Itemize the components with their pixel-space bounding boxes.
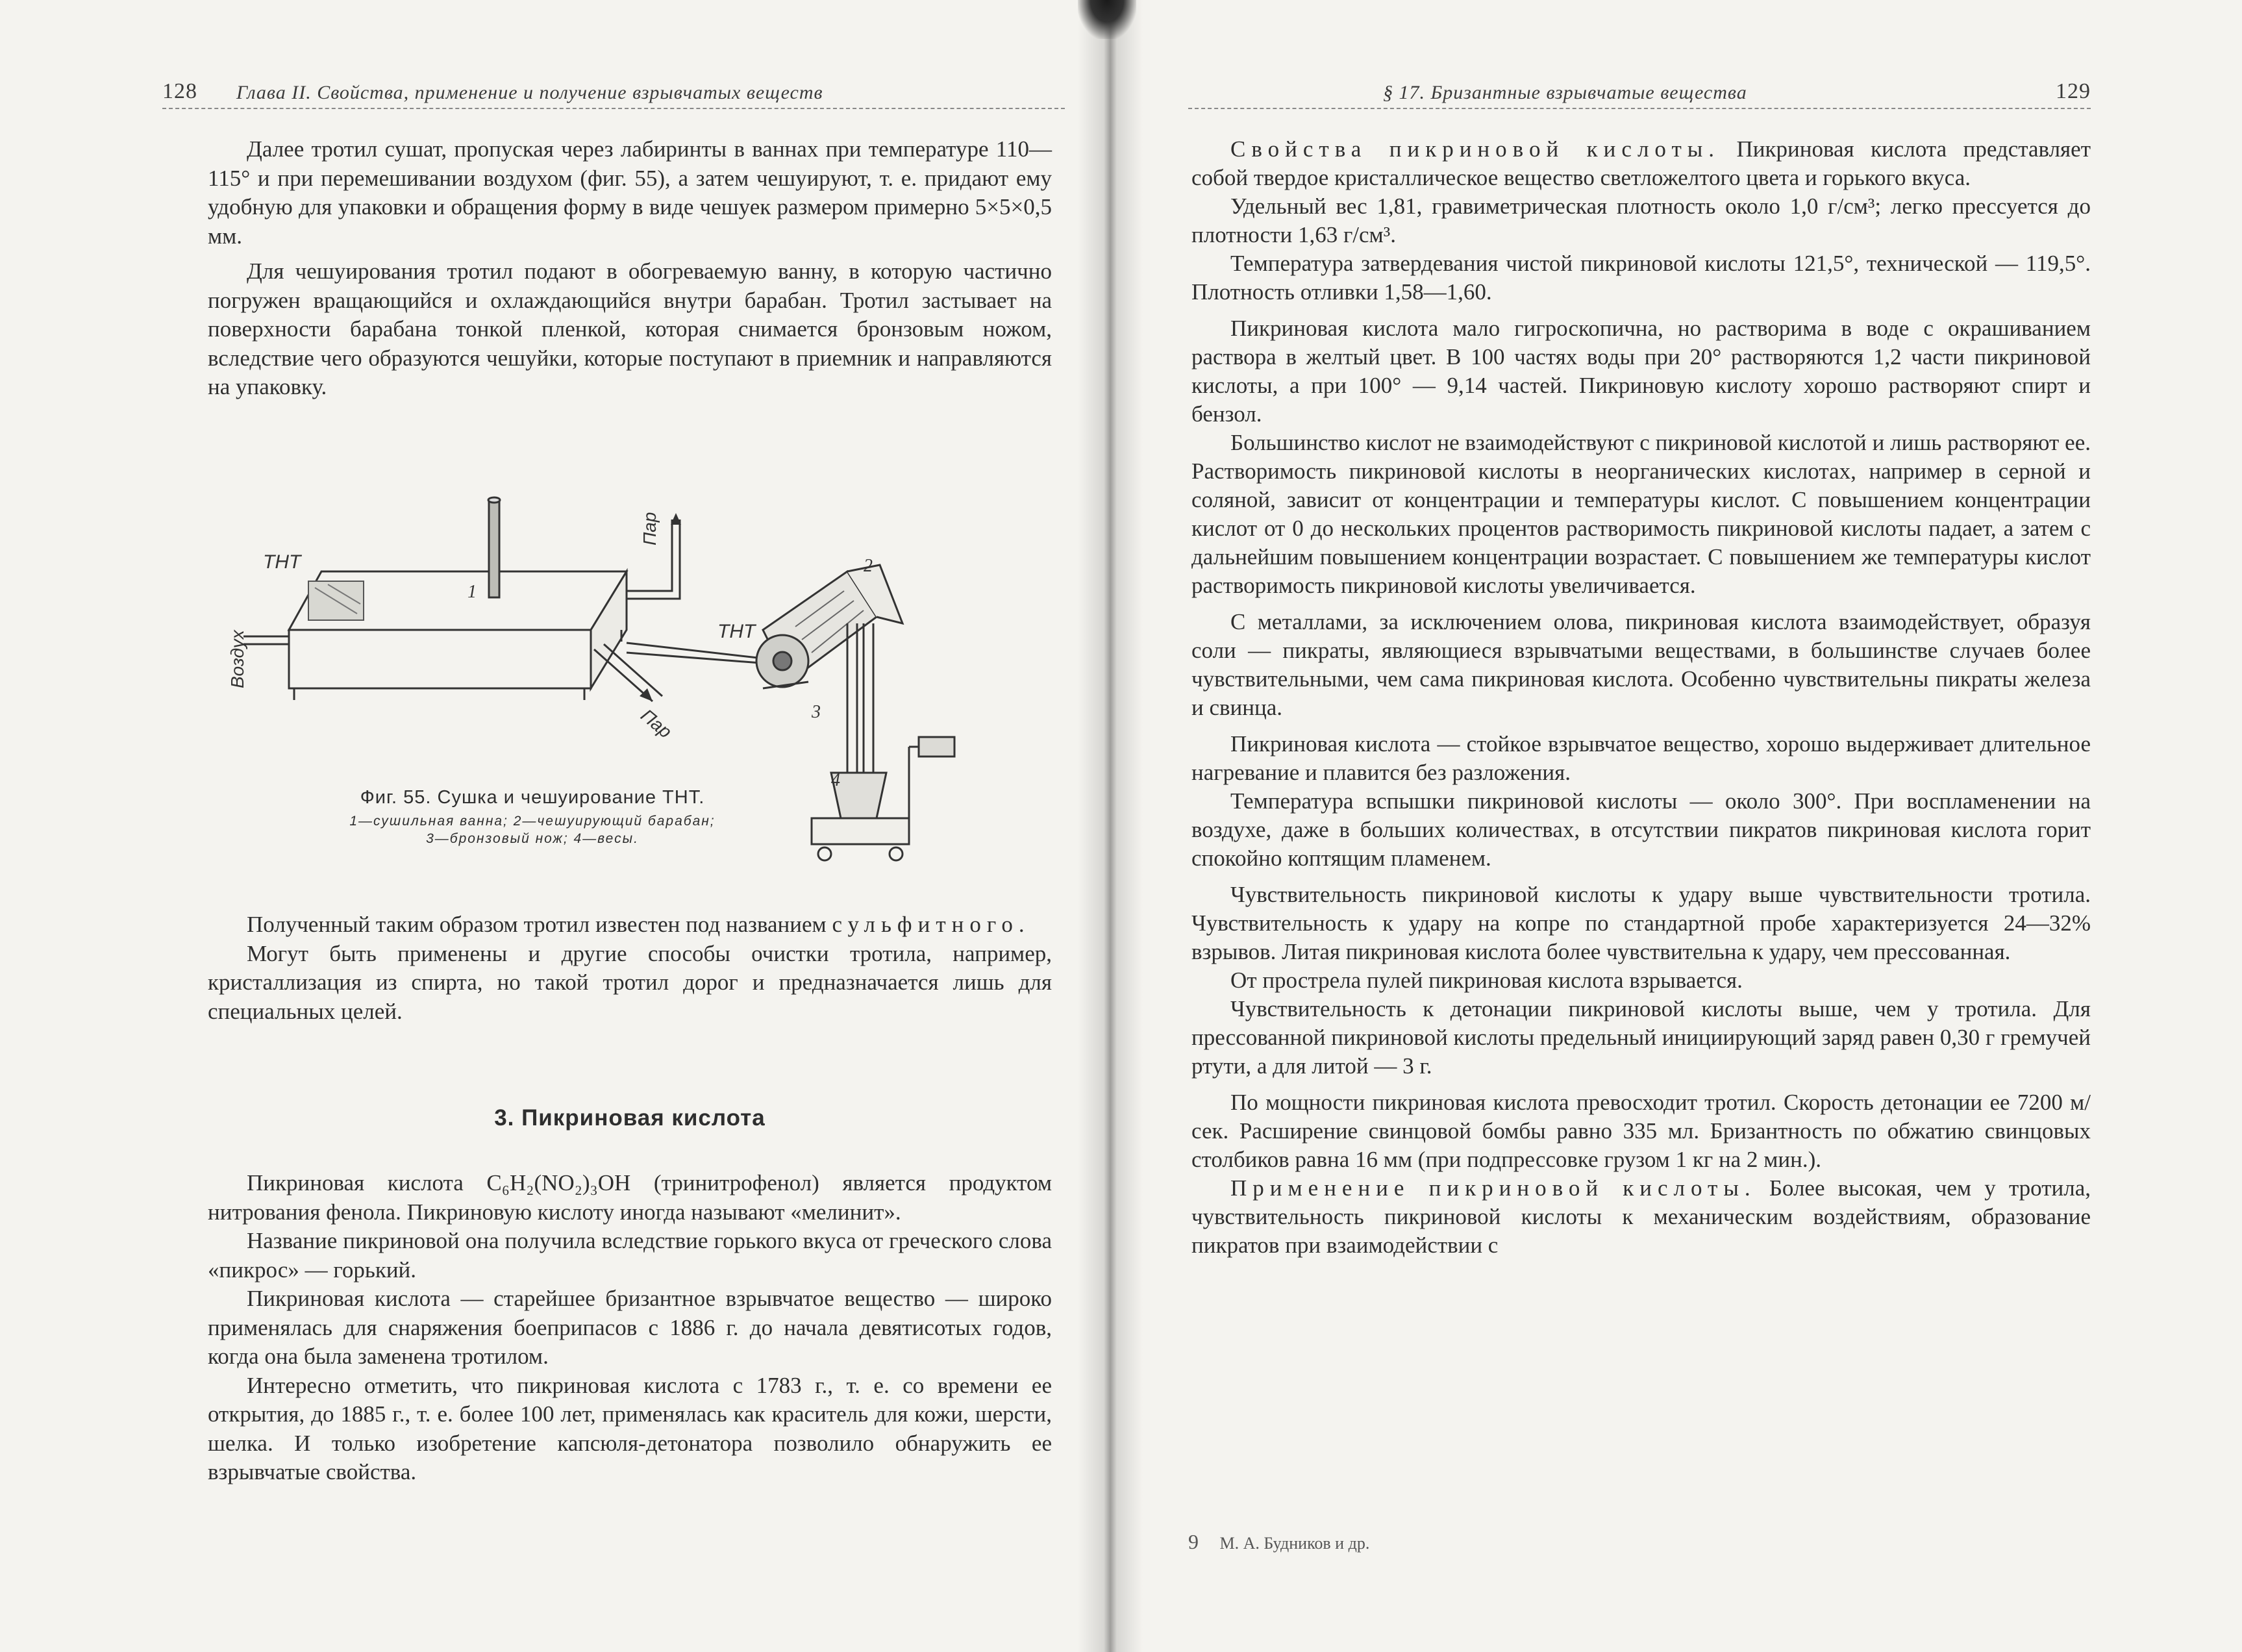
label-number-4: 4 [831, 770, 840, 790]
book-gutter-shadow [1078, 0, 1143, 1652]
paragraph: По мощности пикриновая кислота превосходит тротил. Скорость детонации ее 7200 м/сек. Расширение свинцовой бомбы равно 335 мл. Бризантность по обжатию свинцовых столбиков равна 16 мм (при подпрессовке грузом 1 кг на 2 мин.). [1191, 1090, 2091, 1172]
left-page [0, 0, 1104, 1652]
label-number-2: 2 [864, 556, 873, 576]
label-steam-top: Пар [640, 512, 660, 545]
paragraph-lead: Полученный таким образом тротил известен под названием [247, 912, 827, 937]
paragraph: Удельный вес 1,81, гравиметрическая плотность около 1,0 г/см³; легко прессуется до плотности 1,63 г/см³. [1191, 194, 2091, 247]
figure-legend-line-2: 3—бронзовый нож; 4—весы. [426, 831, 639, 846]
paragraph: Чувствительность к детонации пикриновой кислоты выше, чем у тротила. Для прессованной пикриновой кислоты предельный инициирующий заряд равен 0,30 г гремучей ртути, а для литой — 3 г. [1191, 996, 2091, 1079]
label-tnt-mid: ТНТ [717, 621, 756, 642]
left-text-middle [208, 910, 1052, 1026]
flaking-drum [756, 565, 903, 687]
label-air: Воздух [227, 630, 247, 688]
paragraph: Далее тротил сушат, пропуская через лабиринты в ваннах при температуре 110—115° и при перемешивании воздухом (фиг. 55), а затем чешуируют, т. е. придают ему удобную для упаковки и обращения форму в виде чешуек размером примерно 5×5×0,5 мм. [208, 136, 1052, 249]
paragraph: Температура вспышки пикриновой кислоты — около 300°. При воспламенении на воздухе, даже в больших количествах, в отсутствии пикратов пикриновая кислота горит спокойно коптящим пламенем. [1191, 788, 2091, 871]
paragraph [208, 910, 1052, 940]
paragraph: От прострела пулей пикриновая кислота взрывается. [1230, 968, 1743, 993]
right-page-number: 129 [2056, 79, 2091, 103]
tnt-flow-line [627, 643, 769, 659]
paragraph: Пикриновая кислота мало гигроскопична, но растворима в воде с окрашиванием раствора в желтый цвет. В 100 частях воды при 20° растворяются 1,2 части пикриновой кислоты, а при 100° — 9,14 частей. Пикриновую кислоту хорошо растворяют спирт и бензол. [1191, 316, 2091, 427]
term-sulfite: сульфитного. [832, 912, 1030, 937]
drying-bath [289, 571, 627, 700]
signature-text: М. А. Будников и др. [1219, 1534, 1370, 1553]
paragraph-rest: Пикриновая кислота представляет собой твердое кристаллическое вещество светложелтого цвета и горького вкуса. [1191, 136, 2091, 190]
paragraph [1191, 1174, 2091, 1260]
paragraph: Могут быть применены и другие способы очистки тротила, например, кристаллизация из спирта, но такой тротил дорог и предназначается лишь для специальных целей. [208, 940, 1052, 1024]
signature-number: 9 [1188, 1530, 1199, 1553]
paragraph: Чувствительность пикриновой кислоты к удару выше чувствительности тротила. Чувствительность к удару на копре по стандартной пробе характеризуется 24—32% взрывов. Литая пикриновая кислота более чувствительна к удару, чем прессованная. [1191, 882, 2091, 964]
paragraph: Пикриновая кислота — стойкое взрывчатое вещество, хорошо выдерживает длительное нагревание и плавится без разложения. [1191, 731, 2091, 785]
label-number-3: 3 [812, 702, 821, 722]
left-running-header [162, 70, 1065, 109]
figure-legend-line-1: 1—сушильная ванна; 2—чешуирующий барабан; [349, 814, 716, 829]
left-running-head: Глава II. Свойства, применение и получение взрывчатых веществ [236, 82, 823, 103]
left-page-number: 128 [162, 79, 197, 103]
right-running-header [1188, 70, 2091, 109]
right-page [1104, 0, 2242, 1652]
paragraph-lead: Свойства пикриновой кислоты. [1230, 136, 1721, 162]
figure-caption [273, 787, 792, 847]
section-heading: 3. Пикриновая кислота [494, 1105, 766, 1131]
paragraph: Для чешуирования тротил подают в обогреваемую ванну, в которую частично погружен вращающийся и охлаждающийся внутри барабан. Тротил застывает на поверхности барабана тонкой пленкой, которая снимается бронзовым ножом, вследствие чего образуются чешуйки, которые поступают в приемник и направляются на упаковку. [208, 258, 1052, 399]
scales [812, 737, 954, 860]
paragraph: С металлами, за исключением олова, пикриновая кислота взаимодействует, образуя соли — пикраты, являющиеся взрывчатыми веществами, в большинстве случаев более чувствительными, чем сама пикриновая кислота. Особенно чувствительны пикраты железа и свинца. [1191, 609, 2091, 720]
label-tnt-left: ТНТ [263, 551, 301, 573]
figure-caption-title: Фиг. 55. Сушка и чешуирование ТНТ. [360, 787, 705, 808]
label-steam-bottom: Пар [637, 705, 676, 742]
signature-footer [1188, 1530, 1369, 1554]
paragraph: Пикриновая кислота — старейшее бризантное взрывчатое вещество — широко применялась для снаряжения боеприпасов с 1886 г. до начала девятисотых годов, когда она была заменена тротилом. [208, 1286, 1052, 1369]
paragraph: Интересно отметить, что пикриновая кислота с 1783 г., т. е. со времени ее открытия, до 1885 г., т. е. более 100 лет, применялась как краситель для кожи, шерсти, шелка. И только изобретение капсюля-детонатора позволило обнаружить ее взрывчатые свойства. [208, 1372, 1052, 1484]
paragraph: Название пикриновой она получила вследствие горького вкуса от греческого слова «пикрос» — горький. [208, 1228, 1052, 1283]
paragraph-rest: Более высокая, чем у тротила, чувствительность пикриновой кислоты к механическим воздействиям, образование пикратов при взаимодействии с [1191, 1175, 2091, 1258]
paragraph: Температура затвердевания чистой пикриновой кислоты 121,5°, технической — 119,5°. Плотность отливки 1,58—1,60. [1191, 251, 2091, 305]
right-running-head: § 17. Бризантные взрывчатые вещества [1383, 82, 1747, 103]
label-number-1: 1 [467, 582, 477, 602]
left-text-top [208, 135, 1052, 402]
paragraph-lead: Применение пикриновой кислоты. [1230, 1175, 1756, 1201]
left-text-bottom [208, 1169, 1052, 1487]
paragraph [1191, 135, 2091, 192]
right-text [1191, 135, 2091, 1260]
paragraph: Большинство кислот не взаимодействуют с пикриновой кислотой и лишь растворяют ее. Растворимость пикриновой кислоты в неорганических кислотах, например в серной и соляной, зависит от концентрации и температуры кислот. С повышением концентрации кислот от 0 до нескольких процентов растворимость пикриновой кислоты падает, а затем с дальнейшим повышением концентрации возрастает. С повышением же температуры кислот растворимость пикриновой кислоты увеличивается. [1191, 430, 2091, 598]
steam-pipe [488, 497, 500, 597]
paragraph: Пикриновая кислота C₆H₂(NO₂)₃OH (тринитрофенол) является продуктом нитрования фенола. Пикриновую кислоту иногда называют «мелинит». [208, 1170, 1052, 1225]
book-spine-top [1078, 0, 1136, 39]
